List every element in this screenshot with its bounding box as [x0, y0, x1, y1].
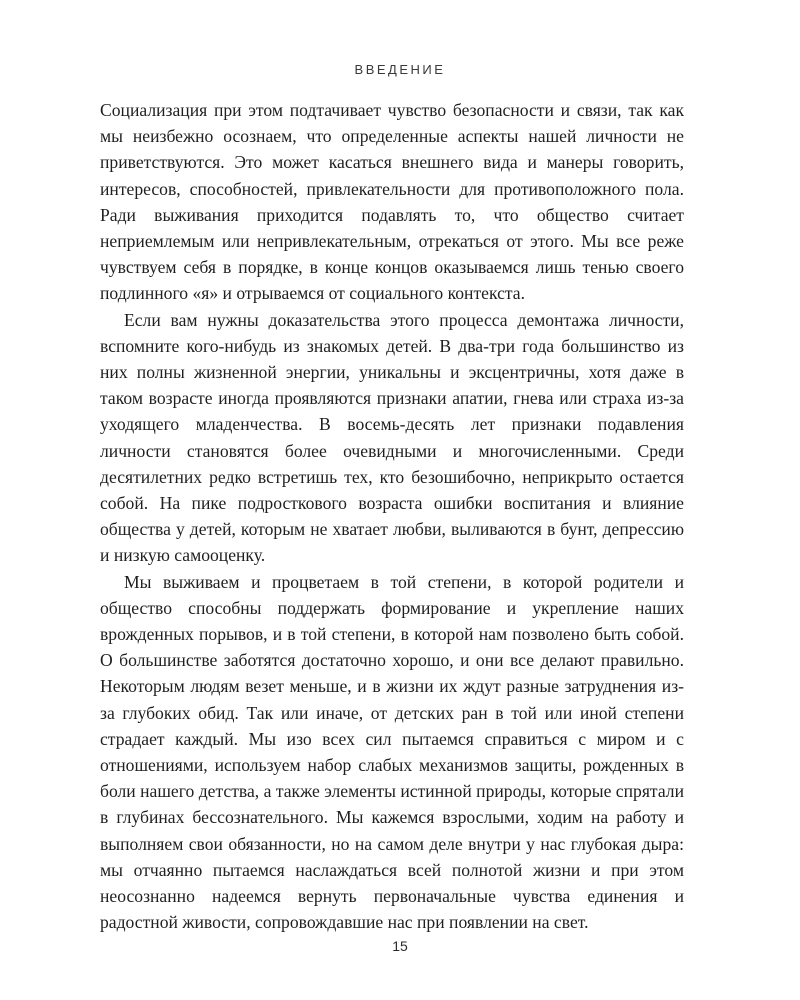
page-number: 15 — [392, 938, 408, 954]
running-head-title: ВВЕДЕНИЕ — [354, 62, 446, 77]
paragraph-3: Мы выживаем и процветаем в той степени, в которой родители и общество способны поддержать формирование и укрепление наших врожденных порывов, и в той степени, в которой нам позволено быть собой. О большинстве заботятся достаточно хорошо, и они все делают правильно. Некоторым людям везет меньше, и в жизни их ждут разные затруднения из-за глубоких обид. Так или иначе, от детских ран в той или иной степени страдает каждый. Мы изо всех сил пытаемся справиться с миром и с отношениями, используем набор слабых механизмов защиты, рожденных в боли нашего детства, а также элементы истинной природы, которые спрятали в глубинах бессознательного. Мы кажемся взрослыми, ходим на работу и выполняем свои обязанности, но на самом деле внутри у нас глубокая дыра: мы отчаянно пытаемся наслаждаться всей полнотой жизни и при этом неосознанно надеемся вернуть первоначальные чувства единения и радостной живости, сопровождавшие нас при появлении на свет. — [100, 571, 684, 933]
paragraph-2: Если вам нужны доказательства этого процесса демонтажа личности, вспомните кого-нибудь из знакомых детей. В два-три года большинство из них полны жизненной энергии, уникальны и эксцентричны, хотя даже в таком возрасте иногда проявляются признаки апатии, гнева или страха из-за уходящего младенчества. В восемь-десять лет признаки подавления личности становятся более очевидными и многочисленными. Среди десятилетних редко встретишь тех, кто безошибочно, неприкрыто остается собой. На пике подросткового возраста ошибки воспитания и влияние общества у детей, которым не хватает любви, выливаются в бунт, депрессию и низкую самооценку. — [100, 309, 684, 566]
paragraph-1: Социализация при этом подтачивает чувство безопасности и связи, так как мы неизбежно осознаем, что определенные аспекты нашей личности не приветствуются. Это может касаться внешнего вида и манеры говорить, интересов, способностей, привлекательности для противоположного пола. Ради выживания приходится подавлять то, что общество считает неприемлемым или непривлекательным, отрекаться от этого. Мы все реже чувствуем себя в порядке, в конце концов оказываемся лишь тенью своего подлинного «я» и отрываемся от социального контекста. — [100, 100, 684, 304]
body-text — [100, 97, 684, 936]
